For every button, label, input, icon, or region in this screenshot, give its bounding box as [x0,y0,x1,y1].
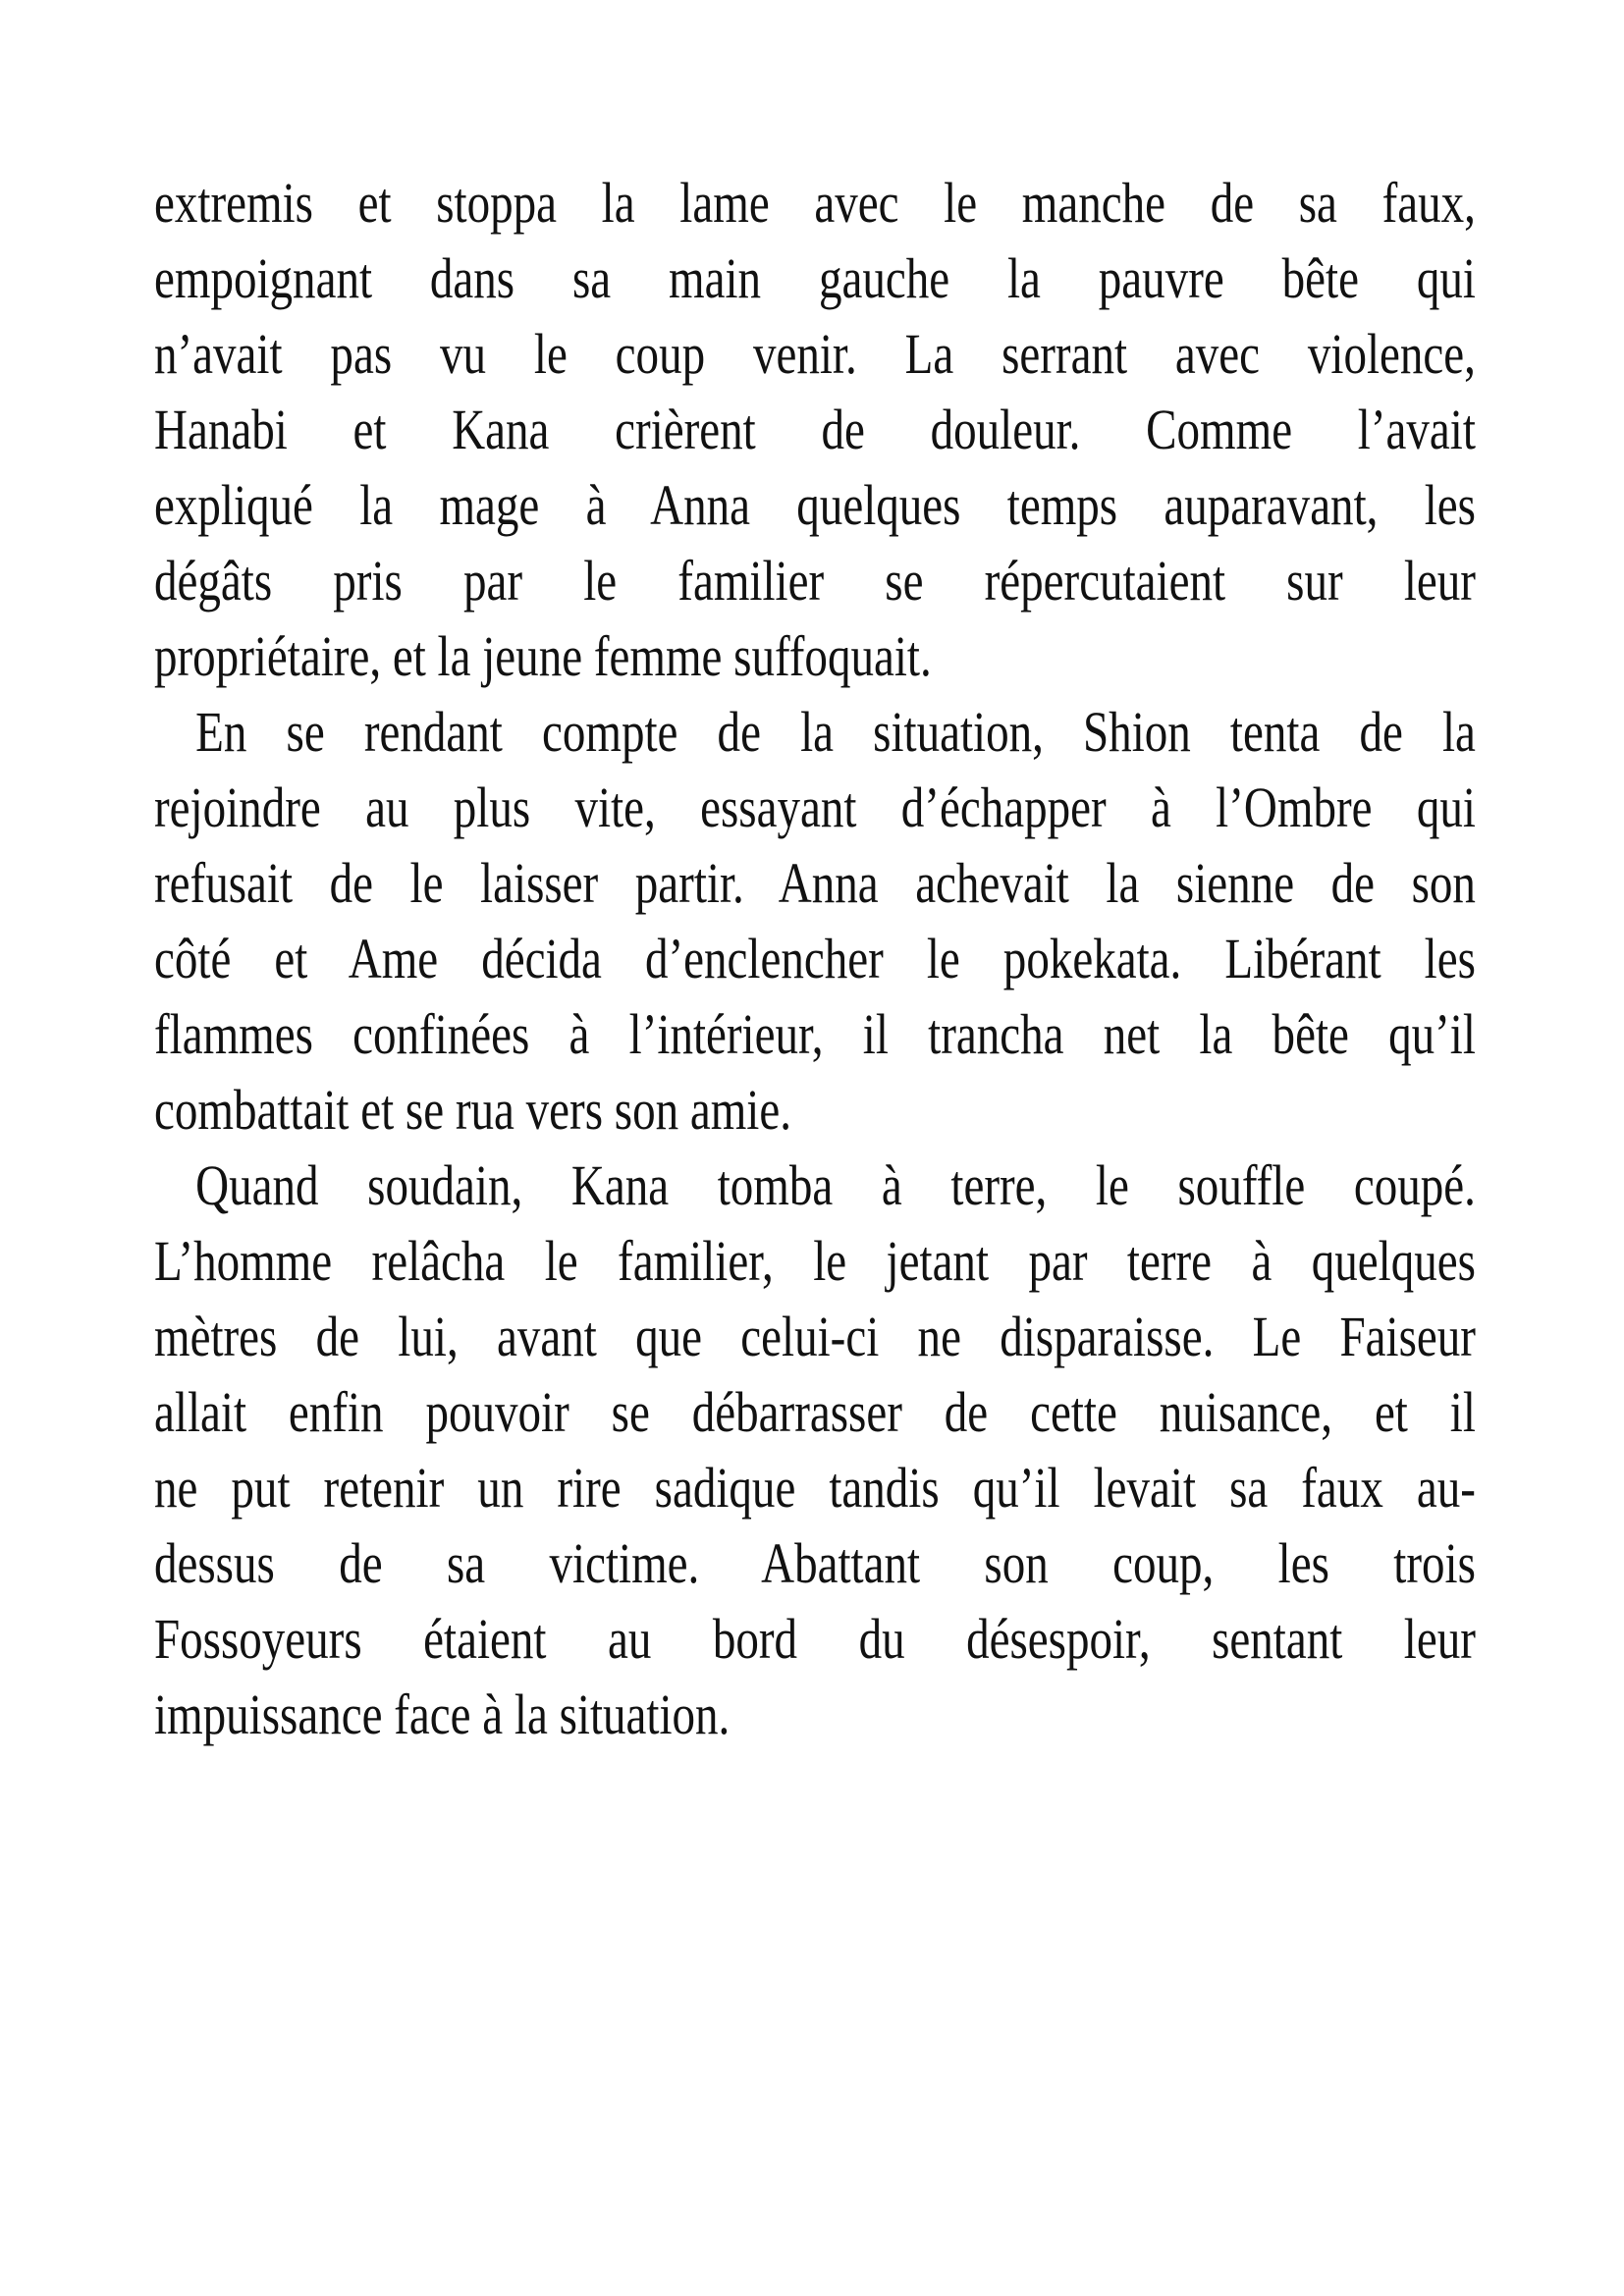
text-line-content: extremis et stoppa la lame avec le manche de sa faux, [154,171,1476,235]
text-line [154,694,1476,770]
text-line [154,543,1476,618]
text-line-content: allait enfin pouvoir se débarrasser de cette nuisance, et il [154,1380,1476,1444]
text-line-content: L’homme relâcha le familier, le jetant par terre à quelques [154,1229,1476,1293]
text-line-content: refusait de le laisser partir. Anna achevait la sienne de son [154,851,1476,915]
paragraph-2 [154,694,1476,1148]
text-line [154,467,1476,543]
paragraph-3 [154,1148,1476,1752]
text-line-content: empoignant dans sa main gauche la pauvre bête qui [154,246,1476,310]
text-line-content: rejoindre au plus vite, essayant d’échapper à l’Ombre qui [154,775,1476,839]
text-line-content: impuissance face à la situation. [154,1682,731,1746]
text-line [154,618,1476,694]
text-line [154,316,1476,392]
text-line-content: n’avait pas vu le coup venir. La serrant avec violence, [154,322,1476,386]
text-line-content: expliqué la mage à Anna quelques temps auparavant, les [154,473,1476,537]
text-line-content: Fossoyeurs étaient au bord du désespoir, sentant leur [154,1607,1476,1671]
text-line-content: Quand soudain, Kana tomba à terre, le souffle coupé. [195,1153,1476,1217]
text-line-content: ne put retenir un rire sadique tandis qu’il levait sa faux au- [154,1456,1476,1520]
text-line [154,1677,1476,1752]
text-line-content: dessus de sa victime. Abattant son coup, les trois [154,1531,1476,1595]
text-line [154,1374,1476,1450]
text-line [154,845,1476,921]
text-line [154,996,1476,1072]
text-line [154,1299,1476,1374]
text-line [154,1148,1476,1223]
text-line [154,770,1476,845]
text-line [154,240,1476,316]
text-line [154,1072,1476,1148]
text-line-content: mètres de lui, avant que celui-ci ne disparaisse. Le Faiseur [154,1305,1476,1368]
text-line-content: Hanabi et Kana crièrent de douleur. Comme l’avait [154,398,1476,461]
text-line [154,1450,1476,1525]
text-line [154,921,1476,996]
text-line-content: dégâts pris par le familier se répercutaient sur leur [154,549,1476,613]
text-line [154,1223,1476,1299]
text-line-content: propriétaire, et la jeune femme suffoquait. [154,624,932,688]
body-text [154,165,1476,1752]
text-line [154,1525,1476,1601]
text-line-content: En se rendant compte de la situation, Shion tenta de la [195,700,1476,764]
text-line [154,1601,1476,1677]
text-line [154,392,1476,467]
text-line-content: côté et Ame décida d’enclencher le pokekata. Libérant les [154,927,1476,990]
text-line [154,165,1476,240]
text-line-content: flammes confinées à l’intérieur, il trancha net la bête qu’il [154,1002,1476,1066]
paragraph-1 [154,165,1476,694]
text-line-content: combattait et se rua vers son amie. [154,1078,792,1142]
